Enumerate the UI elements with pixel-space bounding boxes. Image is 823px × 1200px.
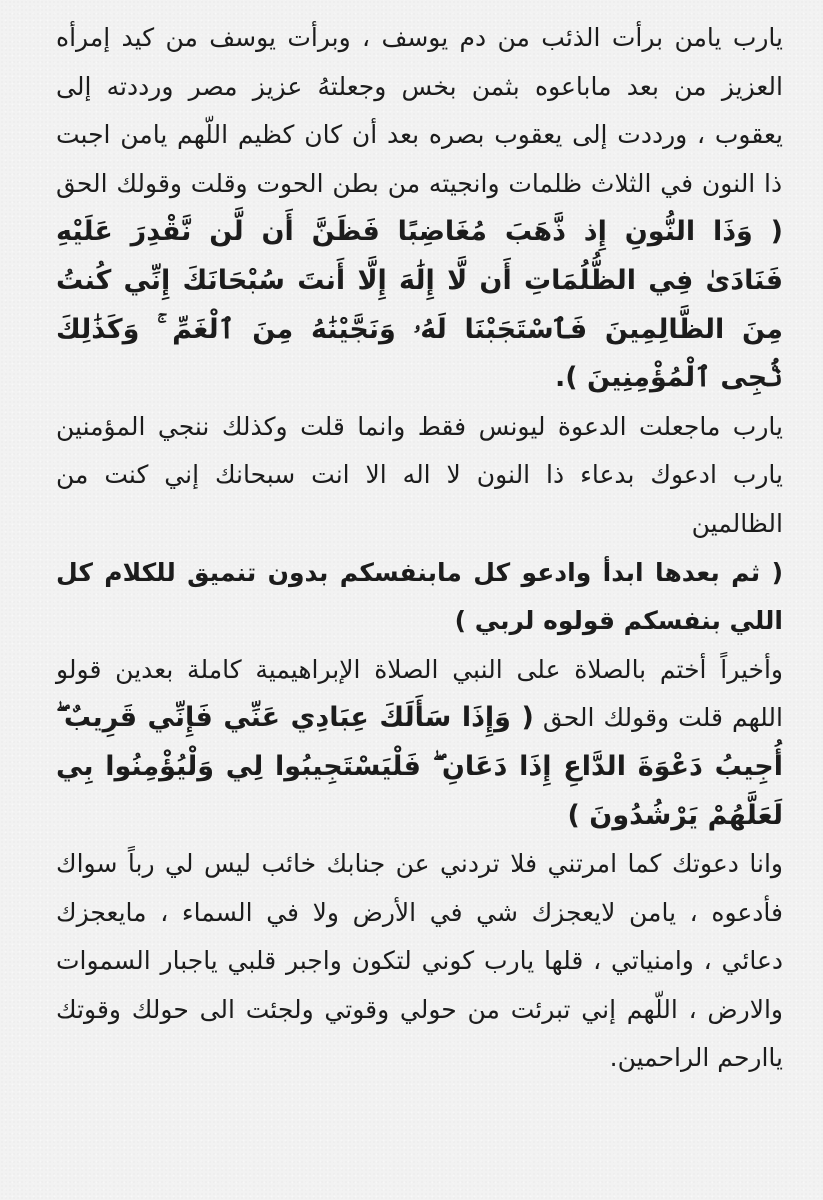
paragraph-dua-yunus (56, 403, 783, 549)
text-dua-dhan-nun: يارب ماجعلت الدعوة ليونس فقط وانما قلت وكذلك ننجي المؤمنين يارب ادعوك بدعاء ذا النون لا اله الا انت سبحانك إني كنت من الظالمين (56, 411, 783, 538)
text-dua-yusuf: يارب يامن برأت الذئب من دم يوسف ، وبرأت يوسف من كيد إمرأه العزيز من بعد ماباعوه بثمن بخس وجعلتهُ عزيز مصر ورددته إلى يعقوب ، ورددت إلى يعقوب بصره بعد أن كان كظيم اللّهم يامن اجبت ذا النون في الثلاث ظلمات وانجيته من بطن الحوت وقلت وقولك الحق (56, 23, 783, 198)
text-salat-ibrahimiya: وأخيراً أختم بالصلاة على النبي الصلاة الإبراهيمية كاملة بعدين قولو اللهم قلت وقولك الحق (56, 654, 783, 733)
text-final-dua: وانا دعوتك كما امرتني فلا تردني عن جنابك خائب ليس لي رباً سواك فأدعوه ، يامن لايعجزك شي في الأرض ولا في السماء ، مايعجزك دعائي ، وامنياتي ، قلها يارب كوني لتكون واجبر قلبي ياجبار السموات والارض ، اللّهم إني تبرئت من حولي وقوتي ولجئت الى حولك وقوتك ياارحم الراحمين. (56, 849, 783, 1073)
paragraph-yusuf-yunus (56, 14, 783, 403)
paragraph-salat-closing (56, 646, 783, 840)
quran-verse-qarib: ( وَإِذَا سَأَلَكَ عِبَادِي عَنِّي فَإِنِّي قَرِيبٌ ۖ أُجِيبُ دَعْوَةَ الدَّاعِ إِذَا دَعَانِ ۖ فَلْيَسْتَجِيبُوا لِي وَلْيُؤْمِنُوا بِي لَعَلَّهُمْ يَرْشُدُونَ ) (56, 702, 783, 831)
paragraph-instruction (56, 549, 783, 646)
text-instruction-note: ( ثم بعدها ابدأ وادعو كل مابنفسكم بدون تنميق للكلام كل اللي بنفسكم قولوه لربي ) (56, 557, 783, 636)
quran-verse-dhan-nun: ( وَذَا النُّونِ إِذ ذَّهَبَ مُغَاضِبًا فَظَنَّ أَن لَّن نَّقْدِرَ عَلَيْهِ فَنَادَىٰ فِي الظُّلُمَاتِ أَن لَّا إِلَٰهَ إِلَّا أَنتَ سُبْحَانَكَ إِنِّي كُنتُ مِنَ الظَّالِمِينَ فَٱسْتَجَبْنَا لَهُۥ وَنَجَّيْنَٰهُ مِنَ ٱلْغَمِّ ۚ وَكَذَٰلِكَ نُۨجِى ٱلْمُؤْمِنِينَ ). (56, 216, 783, 394)
paragraph-final-dua (56, 840, 783, 1083)
